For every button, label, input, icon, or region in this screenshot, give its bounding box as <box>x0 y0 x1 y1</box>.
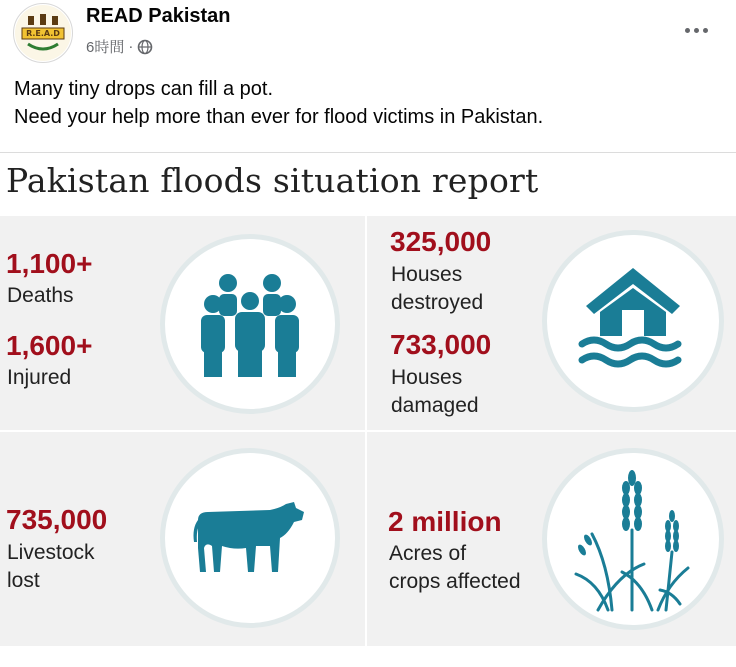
houses-panel <box>367 216 736 430</box>
injured-value: 1,600+ <box>6 330 93 361</box>
houses-damaged-value: 733,000 <box>390 329 492 360</box>
post-text <box>14 75 543 131</box>
deaths-label: Deaths <box>7 284 74 307</box>
casualties-panel <box>0 216 365 430</box>
more-options-button[interactable] <box>678 12 714 48</box>
infographic-title: Pakistan floods situation report <box>6 161 539 200</box>
cow-icon <box>190 498 310 578</box>
houses-destroyed-value: 325,000 <box>390 226 492 257</box>
icon-circle <box>160 234 340 414</box>
post-header <box>0 0 736 70</box>
meta-separator: · <box>128 38 134 55</box>
crops-label-line2: crops affected <box>389 570 521 593</box>
icon-circle <box>160 448 340 628</box>
people-icon <box>195 269 305 379</box>
houses-destroyed-label-line2: destroyed <box>391 291 484 314</box>
houses-damaged-label-line1: Houses <box>391 366 463 389</box>
crops-panel <box>367 432 736 646</box>
injured-label: Injured <box>7 366 72 389</box>
livestock-label-line2: lost <box>7 569 40 592</box>
post-text-line: Many tiny drops can fill a pot. <box>14 78 274 100</box>
livestock-panel <box>0 432 365 646</box>
houses-destroyed-label-line1: Houses <box>391 263 463 286</box>
post-text-line: Need your help more than ever for flood victims in Pakistan. <box>14 106 544 128</box>
avatar[interactable] <box>13 3 73 63</box>
infographic-image[interactable] <box>0 153 736 667</box>
svg-text:R.E.A.D: R.E.A.D <box>26 29 60 38</box>
icon-circle <box>542 448 724 630</box>
livestock-label-line1: Livestock <box>7 541 95 564</box>
post-meta <box>86 36 153 57</box>
dot-icon <box>694 28 699 33</box>
dot-icon <box>703 28 708 33</box>
read-logo-icon <box>14 4 72 62</box>
globe-icon[interactable] <box>137 39 153 55</box>
dot-icon <box>685 28 690 33</box>
crops-icon <box>568 464 698 614</box>
crops-label-line1: Acres of <box>389 542 467 565</box>
houses-damaged-label-line2: damaged <box>391 394 479 417</box>
post-timestamp[interactable]: 6時間 <box>86 39 125 56</box>
crops-value: 2 million <box>388 506 502 537</box>
post-author[interactable]: READ Pakistan <box>86 5 231 27</box>
livestock-value: 735,000 <box>6 504 108 535</box>
deaths-value: 1,100+ <box>6 248 93 279</box>
flooded-house-icon <box>578 266 688 376</box>
icon-circle <box>542 230 724 412</box>
